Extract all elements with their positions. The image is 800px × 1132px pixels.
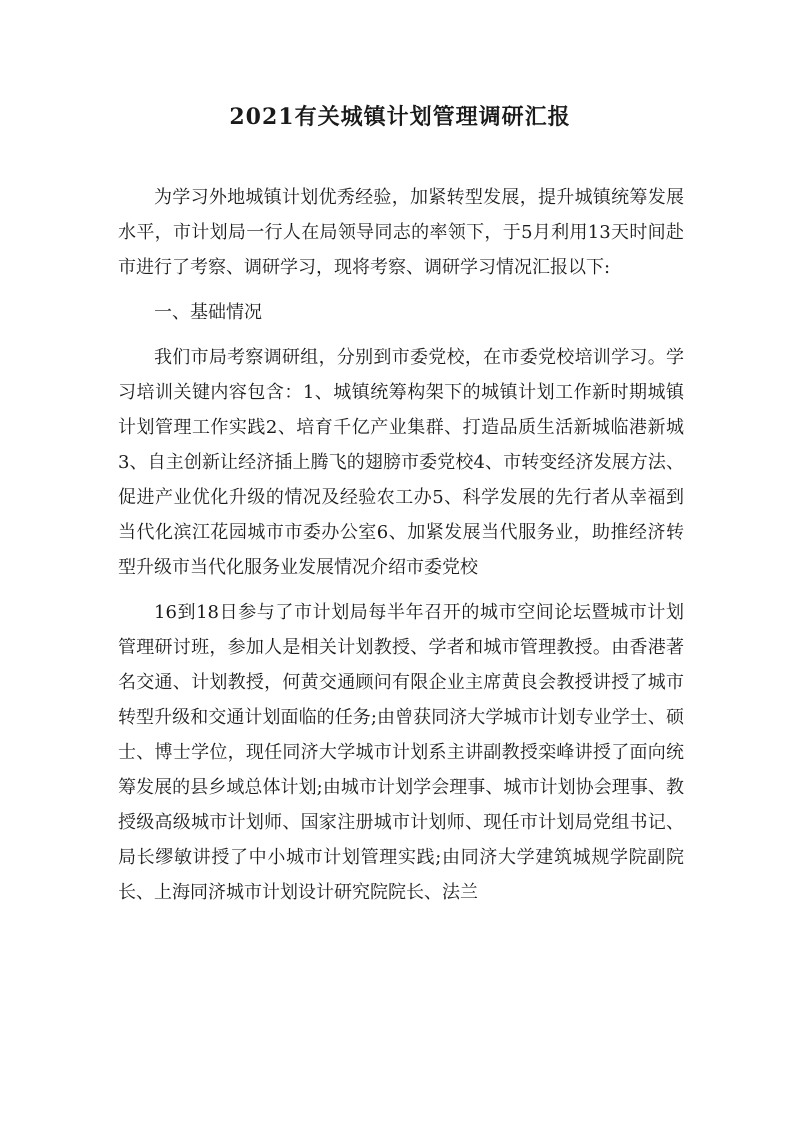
document-body xyxy=(118,180,684,920)
section-heading: 一、基础情况 xyxy=(154,302,262,323)
intro-paragraph: 为学习外地城镇计划优秀经验，加紧转型发展，提升城镇统筹发展水平，市计划局一行人在局领导同志的率领下，于5月利用13天时间赴市进行了考察、调研学习，现将考察、调研学习情况汇报以下: xyxy=(118,187,684,278)
forum-paragraph: 16到18日参与了市计划局每半年召开的城市空间论坛暨城市计划管理研讨班，参加人是相关计划教授、学者和城市管理教授。由香港著名交通、计划教授，何黄交通顾问有限企业主席黄良会教授讲授了城市转型升级和交通计划面临的任务;由曾获同济大学城市计划专业学士、硕士、博士学位，现任同济大学城市计划系主讲副教授栾峰讲授了面向统筹发展的县乡域总体计划;由城市计划学会理事、城市计划协会理事、教授级高级城市计划师、国家注册城市计划师、现任市计划局党组书记、局长缪敏讲授了中小城市计划管理实践;由同济大学建筑城规学院副院长、上海同济城市计划设计研究院院长、法兰 xyxy=(118,602,684,903)
document-title: 2021有关城镇计划管理调研汇报 xyxy=(229,104,571,130)
training-paragraph: 我们市局考察调研组，分别到市委党校，在市委党校培训学习。学习培训关键内容包含：1、城镇统筹构架下的城镇计划工作新时期城镇计划管理工作实践2、培育千亿产业集群、打造品质生活新城临港新城3、自主创新让经济插上腾飞的翅膀市委党校4、市转变经济发展方法、促进产业优化升级的情况及经验农工办5、科学发展的先行者从幸福到当代化滨江花园城市市委办公室6、加紧发展当代服务业，助推经济转型升级市当代化服务业发展情况介绍市委党校 xyxy=(118,347,684,578)
